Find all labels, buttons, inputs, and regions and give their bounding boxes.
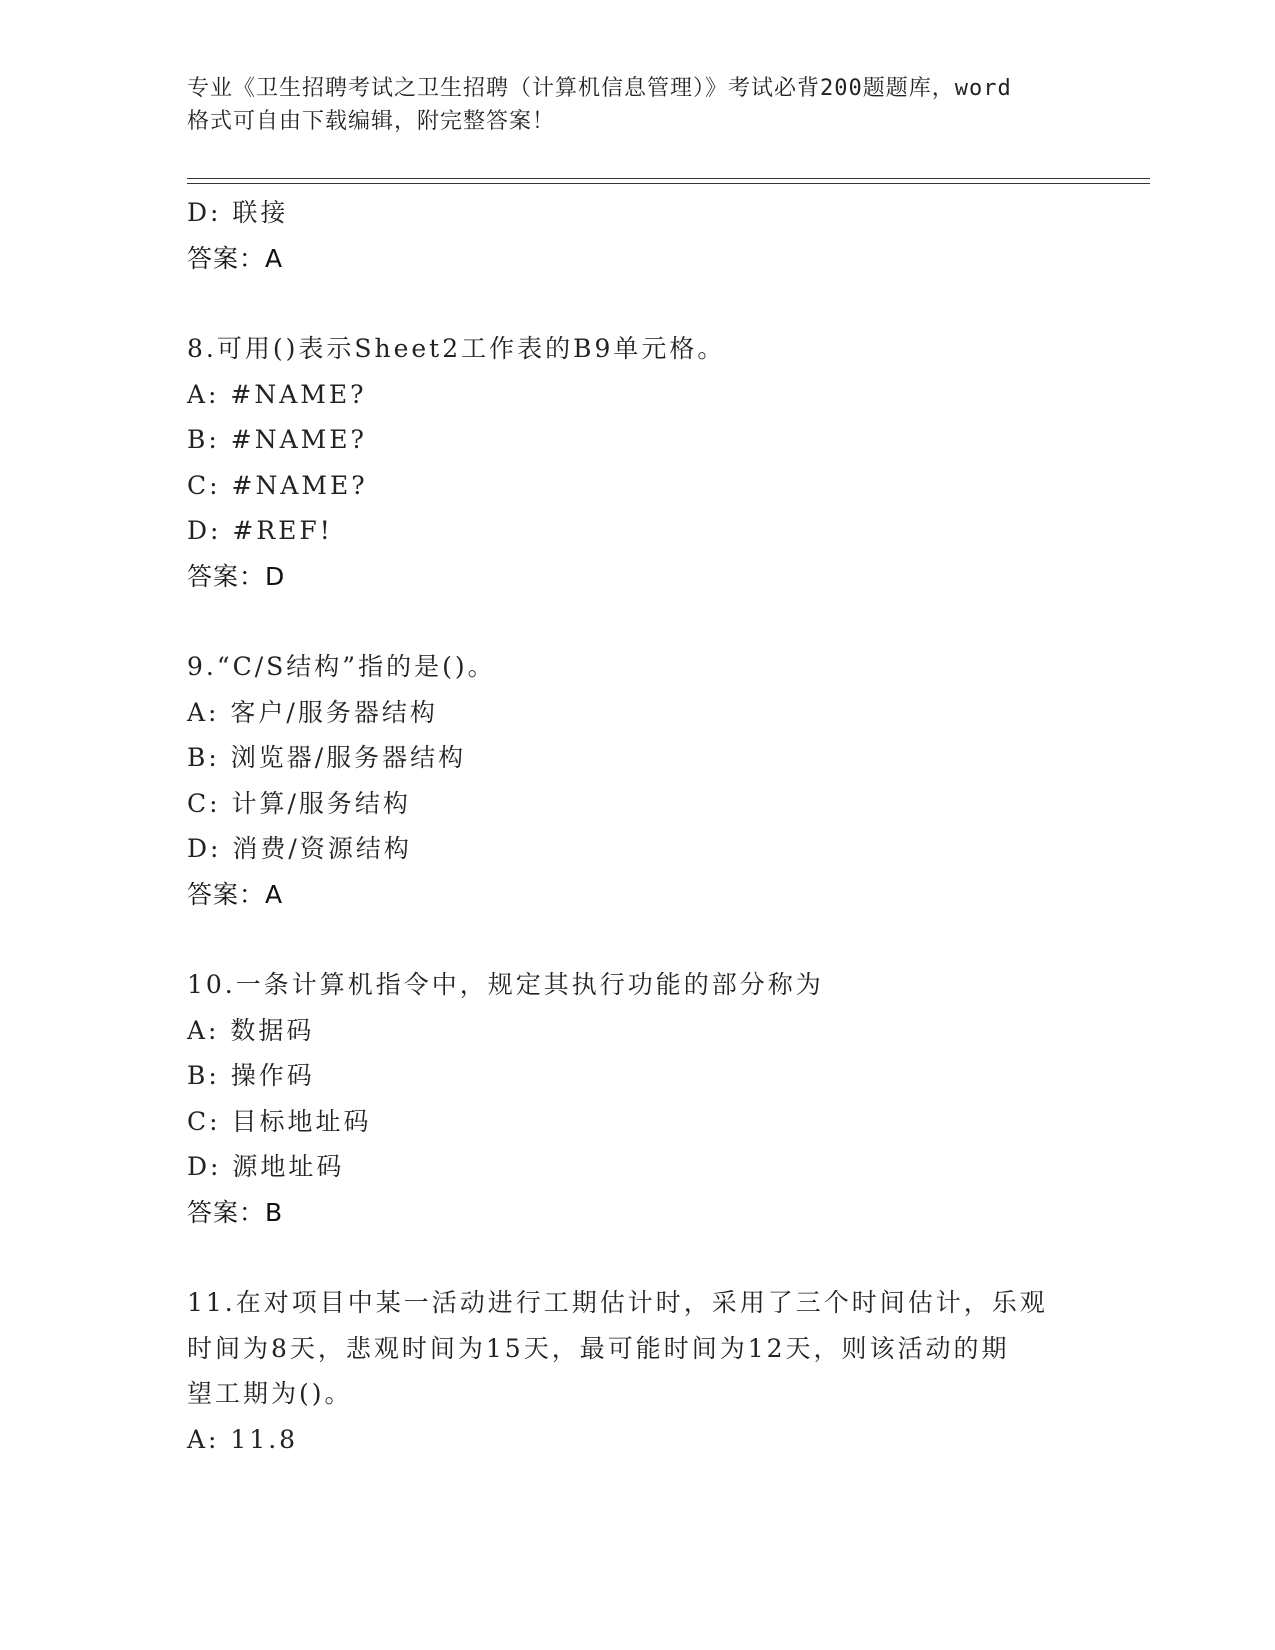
- question-9: [187, 644, 1087, 917]
- question-stem: 9.“C/S结构”指的是()。: [187, 652, 496, 681]
- answer-line: 答案：A: [187, 243, 284, 273]
- option-c: C: 计算/服务结构: [187, 788, 411, 818]
- answer-line: 答案：A: [187, 879, 284, 909]
- option-c: C: #NAME?: [187, 470, 368, 500]
- option-b: B: #NAME?: [187, 425, 367, 454]
- page-header: [187, 72, 1087, 138]
- question-stem-line-1: 11.在对项目中某一活动进行工期估计时，采用了三个时间估计，乐观: [187, 1288, 1048, 1317]
- answer-line: 答案：D: [187, 561, 286, 591]
- spacer: [187, 281, 1087, 326]
- spacer: [187, 599, 1087, 644]
- header-divider-bottom: [187, 183, 1150, 184]
- question-stem-line-3: 望工期为()。: [187, 1379, 353, 1408]
- question-7-tail: [187, 190, 1087, 281]
- header-divider-top: [187, 178, 1150, 179]
- spacer: [187, 1235, 1087, 1280]
- question-8: [187, 326, 1087, 599]
- answer-line: 答案：B: [187, 1197, 284, 1227]
- option-c: C: 目标地址码: [187, 1106, 372, 1136]
- option-a: A: 客户/服务器结构: [187, 697, 438, 727]
- header-line-1: 专业《卫生招聘考试之卫生招聘（计算机信息管理）》考试必背200题题库，word: [187, 76, 1012, 101]
- question-stem: 10.一条计算机指令中，规定其执行功能的部分称为: [187, 970, 824, 999]
- option-a: A: 数据码: [187, 1015, 315, 1045]
- option-a: A: 11.8: [187, 1424, 299, 1454]
- spacer: [187, 917, 1087, 962]
- option-d: D: #REF!: [187, 516, 333, 545]
- question-stem: 8.可用()表示Sheet2工作表的B9单元格。: [187, 334, 726, 363]
- option-b: B: 操作码: [187, 1061, 315, 1090]
- option-d: D: 消费/资源结构: [187, 834, 412, 863]
- option-a: A: #NAME?: [187, 379, 367, 409]
- question-11: [187, 1280, 1087, 1462]
- header-line-2: 格式可自由下载编辑，附完整答案！: [187, 109, 556, 134]
- question-list: [187, 190, 1087, 1462]
- option-d: D: 源地址码: [187, 1152, 345, 1181]
- question-10: [187, 962, 1087, 1235]
- question-stem-line-2: 时间为8天，悲观时间为15天，最可能时间为12天，则该活动的期: [187, 1333, 1010, 1363]
- option-d: D: 联接: [187, 198, 289, 227]
- option-b: B: 浏览器/服务器结构: [187, 743, 467, 772]
